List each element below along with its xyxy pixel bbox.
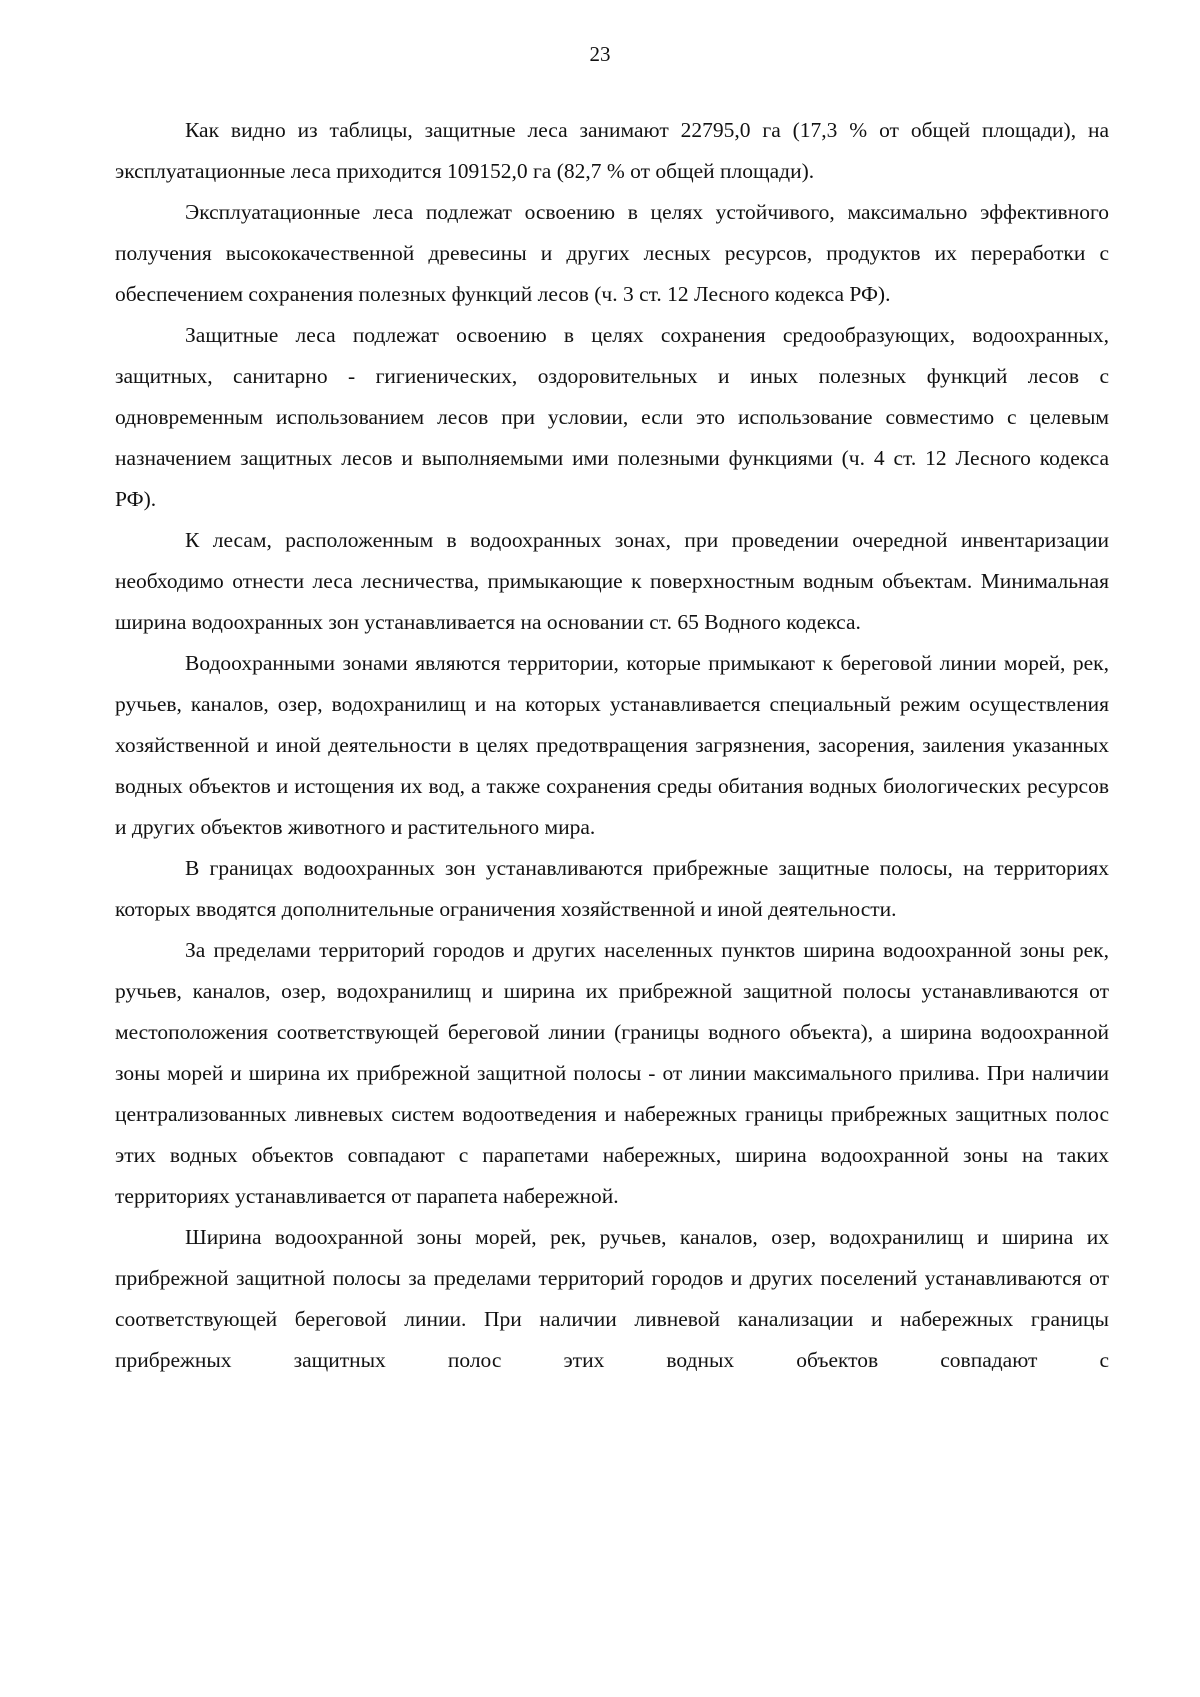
paragraph-zone-width-outside-cities: За пределами территорий городов и других населенных пунктов ширина водоохранной зоны рек, ручьев, каналов, озер, водохранилищ и ширина их прибрежной защитной полосы устанавливаются от местоположения соответствующей береговой линии (границы водного объекта), а ширина водоохранной зоны морей и ширина их прибрежной защитной полосы - от линии максимального прилива. При наличии централизованных ливневых систем водоотведения и набережных границы прибрежных защитных полос этих водных объектов совпадают с парапетами набережных, ширина водоохранной зоны на таких территориях устанавливается от парапета набережной.	[115, 938, 1109, 1208]
page-number: 23	[589, 42, 611, 66]
paragraph-protective-forests: Защитные леса подлежат освоению в целях сохранения средообразующих, водоохранных, защитных, санитарно - гигиенических, оздоровительных и иных полезных функций лесов с одновременным использованием лесов при условии, если это использование совместимо с целевым назначением защитных лесов и выполняемыми ими полезными функциями (ч. 4 ст. 12 Лесного кодекса РФ).	[115, 323, 1109, 511]
paragraph-water-protection-forests: К лесам, расположенным в водоохранных зонах, при проведении очередной инвентаризации необходимо отнести леса лесничества, примыкающие к поверхностным водным объектам. Минимальная ширина водоохранных зон устанавливается на основании ст. 65 Водного кодекса.	[115, 528, 1109, 634]
paragraph-water-protection-zones-definition: Водоохранными зонами являются территории, которые примыкают к береговой линии морей, рек, ручьев, каналов, озер, водохранилищ и на которых устанавливается специальный режим осуществления хозяйственной и иной деятельности в целях предотвращения загрязнения, засорения, заиления указанных водных объектов и истощения их вод, а также сохранения среды обитания водных биологических ресурсов и других объектов животного и растительного мира.	[115, 651, 1109, 839]
paragraph-zone-width-shoreline: Ширина водоохранной зоны морей, рек, ручьев, каналов, озер, водохранилищ и ширина их прибрежной защитной полосы за пределами территорий городов и других поселений устанавливаются от соответствующей береговой линии. При наличии ливневой канализации и набережных границы прибрежных защитных полос этих водных объектов совпадают с	[115, 1225, 1109, 1372]
paragraph-forest-area-shares: Как видно из таблицы, защитные леса занимают 22795,0 га (17,3 % от общей площади), на эксплуатационные леса приходится 109152,0 га (82,7 % от общей площади).	[115, 118, 1109, 183]
paragraph-exploitation-forests: Эксплуатационные леса подлежат освоению в целях устойчивого, максимально эффективного получения высококачественной древесины и других лесных ресурсов, продуктов их переработки с обеспечением сохранения полезных функций лесов (ч. 3 ст. 12 Лесного кодекса РФ).	[115, 200, 1109, 306]
body-text	[115, 110, 1109, 1381]
paragraph-coastal-protective-strips: В границах водоохранных зон устанавливаются прибрежные защитные полосы, на территориях которых вводятся дополнительные ограничения хозяйственной и иной деятельности.	[115, 856, 1109, 921]
